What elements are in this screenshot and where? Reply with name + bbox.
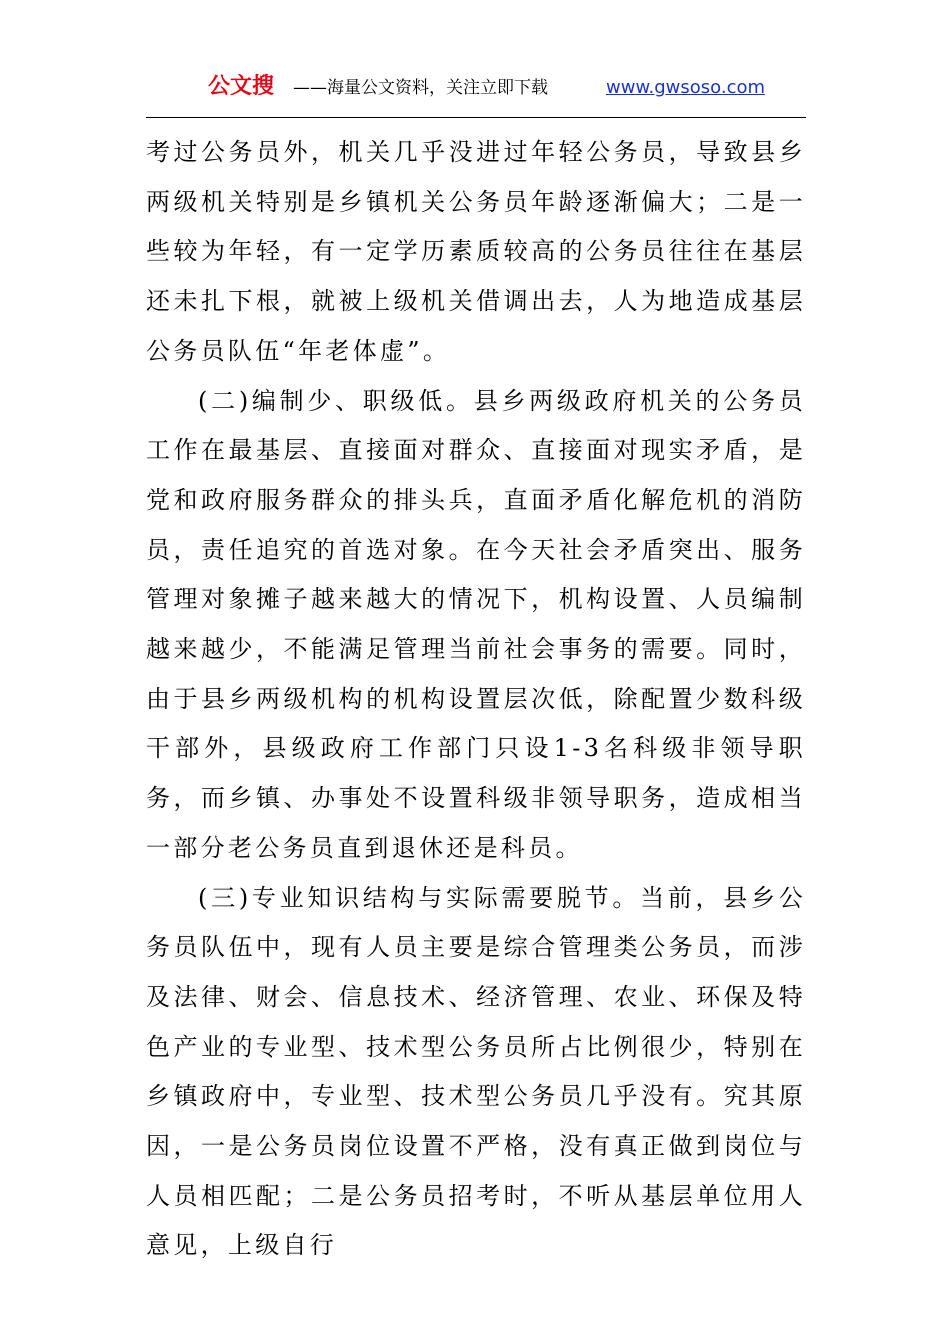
paragraph-section-three: (三)专业知识结构与实际需要脱节。当前，县乡公务员队伍中，现有人员主要是综合管理类公务员，而涉及法律、财会、信息技术、经济管理、农业、环保及特色产业的专业型、技术型公务员所占比例很少，特别在乡镇政府中，专业型、技术型公务员几乎没有。究其原因，一是公务员岗位设置不严格，没有真正做到岗位与人员相匹配；二是公务员招考时，不听从基层单位用人意见，上级自行 bbox=[146, 883, 806, 1260]
header-divider bbox=[146, 117, 806, 118]
paragraph-continued: 考过公务员外，机关几乎没进过年轻公务员，导致县乡两级机关特别是乡镇机关公务员年龄逐渐偏大；二是一些较为年轻，有一定学历素质较高的公务员往往在基层还未扎下根，就被上级机关借调出去，人为地造成基层公务员队伍“年老体虚”。 bbox=[146, 138, 806, 365]
website-link[interactable]: www.gwsoso.com bbox=[606, 77, 766, 98]
header-tagline: ——海量公文资料，关注立即下载 bbox=[293, 78, 548, 98]
brand-logo-text: 公文搜 bbox=[208, 74, 275, 99]
page-header bbox=[146, 72, 806, 104]
document-body bbox=[146, 128, 806, 1271]
paragraph-section-two: (二)编制少、职级低。县乡两级政府机关的公务员工作在最基层、直接面对群众、直接面对现实矛盾，是党和政府服务群众的排头兵，直面矛盾化解危机的消防员，责任追究的首选对象。在今天社会矛盾突出、服务管理对象摊子越来越大的情况下，机构设置、人员编制越来越少，不能满足管理当前社会事务的需要。同时，由于县乡两级机构的机构设置层次低，除配置少数科级干部外，县级政府工作部门只设1-3名科级非领导职务，而乡镇、办事处不设置科级非领导职务，造成相当一部分老公务员直到退休还是科员。 bbox=[146, 386, 806, 862]
